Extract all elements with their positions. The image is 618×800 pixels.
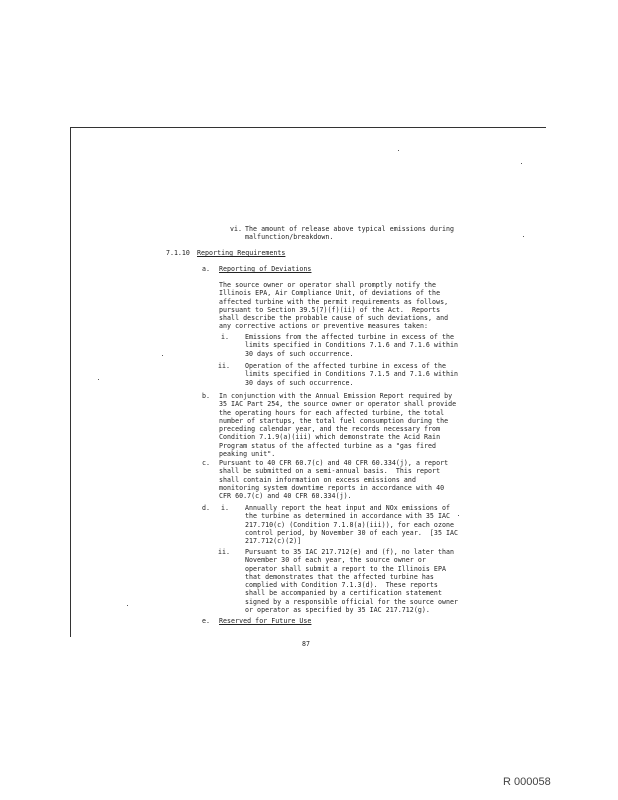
item-c-marker: c.: [202, 459, 210, 467]
item-a-i-marker: i.: [221, 333, 229, 341]
scan-speck: [98, 379, 99, 380]
scan-speck: [127, 605, 128, 606]
item-e-text: Reserved for Future Use: [219, 617, 312, 625]
scan-speck: [398, 150, 399, 151]
item-a-marker: a.: [202, 265, 210, 273]
item-d-ii-text: Pursuant to 35 IAC 217.712(e) and (f), no later than November 30 of each year, the source owner or operator shall submit a report to the Illinois EPA that demonstrates that the affected turbine has complied with Condition 7.1.3(d). These reports shall be accompanied by a certification statement signed by a responsible official for the source owner or operator as specified by 35 IAC 217.712(g).: [245, 548, 459, 615]
scan-speck: [162, 355, 163, 356]
item-e-marker: e.: [202, 617, 210, 625]
item-b-marker: b.: [202, 392, 210, 400]
item-b-text: In conjunction with the Annual Emission Report required by 35 IAC Part 254, the source owner or operator shall provide the operating hours for each affected turbine, the total number of startups, the total fuel consumption during the preceding calendar year, and the records necessary from Condition 7.1.9(a)(iii) which demonstrate the Acid Rain Program status of the affected turbine as a "gas fired peaking unit".: [219, 392, 457, 459]
section-title: Reporting Requirements: [197, 249, 286, 257]
page-number: 87: [302, 640, 310, 648]
scan-speck: [521, 163, 522, 164]
item-d-i-marker: i.: [221, 504, 229, 512]
item-d-ii-marker: ii.: [218, 548, 230, 556]
item-c-text: Pursuant to 40 CFR 60.7(c) and 40 CFR 60.334(j), a report shall be submitted on a semi-annual basis. This report shall contain information on excess emissions and monitoring system downtime reports in accordance with 40 CFR 60.7(c) and 40 CFR 60.334(j).: [219, 459, 449, 501]
item-vi-marker: vi.: [230, 225, 242, 233]
item-vi-text: The amount of release above typical emissions during malfunction/breakdown.: [245, 225, 455, 242]
item-a-i-text: Emissions from the affected turbine in excess of the limits specified in Conditions 7.1.6 and 7.1.6 within 30 days of such occurrence.: [245, 333, 459, 358]
frame-left-rule: [70, 127, 71, 637]
scan-speck: [458, 515, 459, 516]
item-a-body: The source owner or operator shall promptly notify the Illinois EPA, Air Compliance Unit, of deviations of the affected turbine with the permit requirements as follows, pursuant to Section 39.5(7)(f)(ii) of the Act. Reports shall describe the probable cause of such deviations, and any corrective actions or preventive measures taken:: [219, 281, 449, 331]
item-a-heading: Reporting of Deviations: [219, 265, 312, 273]
section-number: 7.1.10: [166, 249, 190, 257]
item-d-i-text: Annually report the heat input and NOx emissions of the turbine as determined in accordance with 35 IAC 217.710(c) (Condition 7.1.8(a)(iii)), for each ozone control period, by November 30 of each year. [35 IAC 217.712(c)(2)]: [245, 504, 459, 546]
scan-speck: [523, 236, 524, 237]
bates-number: R 000058: [503, 776, 551, 788]
item-d-marker: d.: [202, 504, 210, 512]
item-a-ii-marker: ii.: [218, 362, 230, 370]
frame-top-rule: [70, 127, 546, 128]
item-a-ii-text: Operation of the affected turbine in excess of the limits specified in Conditions 7.1.5 and 7.1.6 within 30 days of such occurrence.: [245, 362, 459, 387]
